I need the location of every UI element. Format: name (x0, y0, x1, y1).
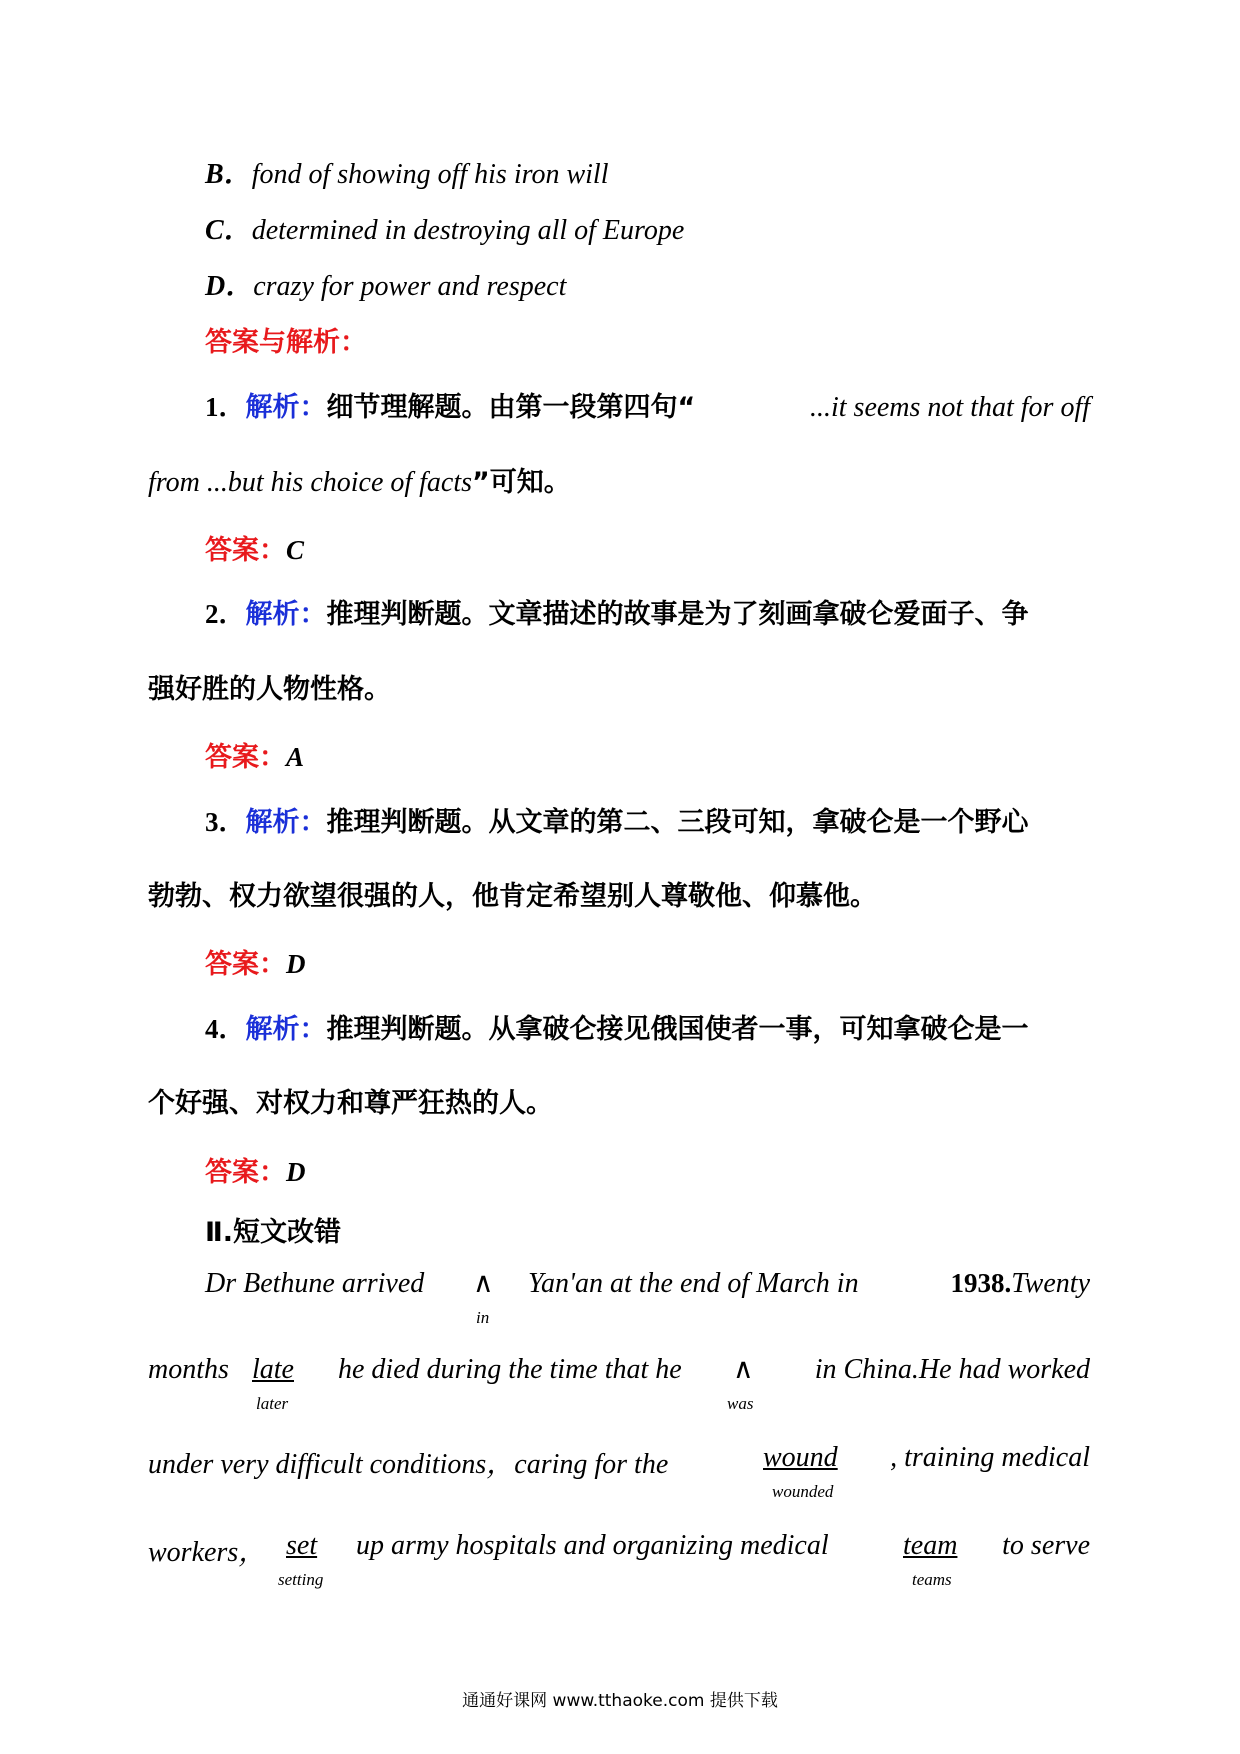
option-c-letter: C． (205, 215, 252, 246)
item-3-answer-value: D (286, 949, 306, 979)
passage-line-4-a: workers， (148, 1537, 267, 1568)
item-3-line-1 (205, 800, 1029, 839)
item-1-number: 1． (205, 392, 246, 422)
item-2-explain-label: 解析： (245, 599, 327, 630)
passage-line-4-b: up army hospitals and organizing medical (356, 1530, 829, 1561)
item-1-line-1 (205, 385, 1090, 424)
item-3-answer (205, 942, 306, 981)
item-4-explain-label: 解析： (245, 1014, 327, 1045)
correction-setting: setting (278, 1570, 324, 1589)
error-set: set (286, 1530, 318, 1561)
passage-line-2-b: he died during the time that he (338, 1354, 682, 1385)
passage-line-1-year: 1938. (950, 1268, 1012, 1298)
item-4-text-1: 推理判断题。从拿破仑接见俄国使者一事，可知拿破仑是一 (326, 1014, 1029, 1045)
item-3-explain-label: 解析： (245, 807, 327, 838)
answers-heading: 答案与解析： (205, 327, 367, 358)
item-1-answer-label: 答案： (205, 535, 286, 566)
item-4-line-1 (205, 1007, 1029, 1046)
passage-line-2-a: months (148, 1354, 229, 1385)
item-1-tail: ”可知。 (472, 467, 571, 498)
error-late: late (252, 1354, 294, 1385)
passage-line-1-a: Dr Bethune arrived (205, 1268, 425, 1299)
error-wound: wound (763, 1442, 838, 1473)
item-3-text-2: 勃勃、权力欲望很强的人，他肯定希望别人尊敬他、仰慕他。 (148, 881, 877, 912)
item-2-text-2: 强好胜的人物性格。 (148, 674, 391, 705)
option-d-text: crazy for power and respect (253, 271, 567, 302)
item-1-answer (205, 528, 304, 567)
option-d (205, 264, 566, 304)
error-team: team (903, 1530, 958, 1561)
option-d-letter: D． (205, 271, 254, 302)
item-4-number: 4． (205, 1014, 246, 1044)
item-2-line-1 (205, 592, 1029, 631)
item-4-answer-value: D (286, 1157, 306, 1187)
footer-source: 通通好课网 www.tthaoke.com 提供下载 (462, 1691, 778, 1711)
item-3-number: 3． (205, 807, 246, 837)
item-1-answer-value: C (286, 535, 305, 565)
item-1-quote-end: from ...but his choice of facts (148, 467, 473, 498)
correction-later: later (256, 1394, 289, 1413)
option-b (205, 152, 608, 192)
passage-line-2-c: in China.He had worked (814, 1354, 1090, 1385)
passage-line-1-b (528, 1268, 1090, 1300)
item-2-answer-label: 答案： (205, 742, 286, 773)
correction-teams: teams (912, 1570, 952, 1589)
item-4-answer-label: 答案： (205, 1157, 286, 1188)
item-2-answer-value: A (286, 742, 305, 772)
item-1-quote-start: ...it seems not that for off (810, 392, 1090, 423)
item-4-answer (205, 1150, 306, 1189)
option-b-text: fond of showing off his iron will (251, 159, 609, 190)
insert-caret-icon-2: ∧ (733, 1352, 754, 1385)
item-1-type: 细节理解题。由第一段第四句“ (326, 392, 696, 423)
correction-was: was (727, 1394, 754, 1413)
item-1-explain-label: 解析： (245, 392, 327, 423)
item-2-text-1: 推理判断题。文章描述的故事是为了刻画拿破仑爱面子、争 (326, 599, 1029, 630)
section-2-title: Ⅱ.短文改错 (205, 1217, 342, 1248)
option-b-letter: B． (205, 159, 252, 190)
insert-caret-icon: ∧ (473, 1266, 494, 1299)
passage-line-3-a: under very difficult conditions，caring for the (148, 1449, 669, 1480)
correction-wounded: wounded (772, 1482, 834, 1501)
passage-line-4-c: to serve (1002, 1530, 1090, 1561)
passage-line-1-c: Twenty (1011, 1268, 1090, 1299)
item-2-answer (205, 735, 304, 774)
item-3-answer-label: 答案： (205, 949, 286, 980)
passage-line-1-b-text: Yan'an at the end of March in (528, 1268, 859, 1299)
option-c (205, 208, 684, 248)
item-4-text-2: 个好强、对权力和尊严狂热的人。 (148, 1088, 553, 1119)
item-2-number: 2． (205, 599, 246, 629)
correction-in: in (476, 1308, 490, 1327)
item-3-text-1: 推理判断题。从文章的第二、三段可知，拿破仑是一个野心 (326, 807, 1029, 838)
passage-line-3-b: , training medical (890, 1442, 1090, 1473)
option-c-text: determined in destroying all of Europe (251, 215, 685, 246)
item-1-line-2 (148, 460, 571, 499)
